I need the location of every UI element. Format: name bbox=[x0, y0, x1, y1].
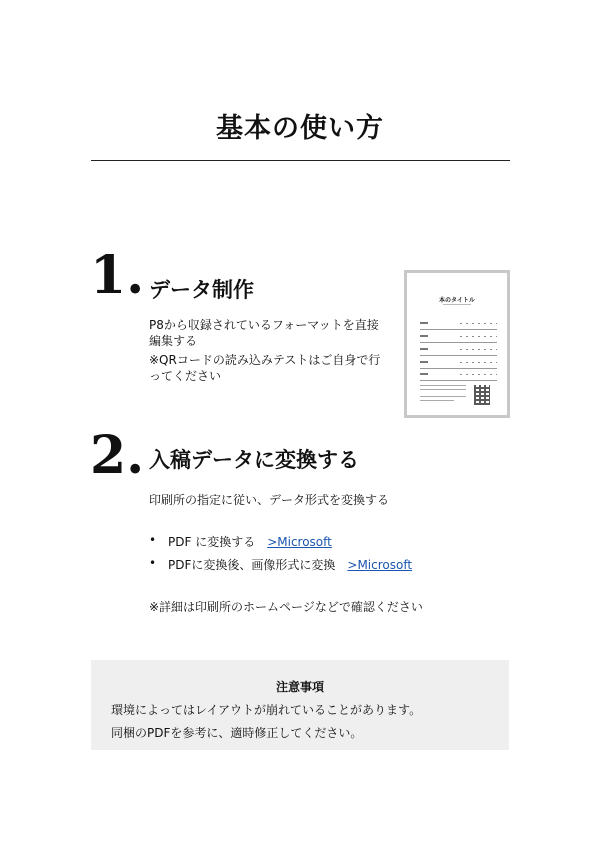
section1-number: 1. bbox=[90, 245, 145, 306]
section2-number: 2. bbox=[90, 425, 145, 486]
notice-line: 同梱のPDFを参考に、適時修正してください。 bbox=[111, 726, 363, 740]
qr-code-icon bbox=[474, 385, 490, 405]
section1-description: P8から収録されているフォーマットを直接編集する bbox=[149, 318, 379, 348]
section2-heading: 入稿データに変換する bbox=[149, 448, 359, 472]
thumbnail-row bbox=[420, 334, 497, 343]
thumbnail-text-line bbox=[420, 385, 466, 386]
section1-note: ※QRコードの読み込みテストはご自身で行ってください bbox=[149, 353, 381, 383]
bullet-icon: • bbox=[149, 556, 157, 570]
bullet-icon: • bbox=[149, 533, 157, 547]
microsoft-link[interactable]: >Microsoft bbox=[347, 558, 413, 572]
thumbnail-text-line bbox=[420, 396, 466, 397]
list-item-text: PDF に変換する bbox=[168, 535, 256, 549]
section2-description: 印刷所の指定に従い、データ形式を変換する bbox=[149, 493, 390, 507]
notice-line: 環境によってはレイアウトが崩れていることがあります。 bbox=[111, 703, 422, 717]
notice-box bbox=[91, 660, 509, 750]
thumbnail-row bbox=[420, 321, 497, 330]
title-divider bbox=[91, 160, 510, 161]
section2-note: ※詳細は印刷所のホームページなどで確認ください bbox=[149, 600, 423, 614]
thumbnail-subtitle-line bbox=[407, 304, 507, 306]
format-thumbnail-image bbox=[404, 270, 510, 418]
thumbnail-title: 本のタイトル bbox=[439, 297, 475, 304]
notice-title: 注意事項 bbox=[275, 680, 324, 694]
list-item-text: PDFに変換後、画像形式に変換 bbox=[168, 558, 336, 572]
thumbnail-row bbox=[420, 372, 497, 381]
thumbnail-text-line bbox=[420, 389, 466, 390]
page-title: 基本の使い方 bbox=[216, 113, 384, 144]
microsoft-link[interactable]: >Microsoft bbox=[267, 535, 332, 549]
thumbnail-row bbox=[420, 360, 497, 369]
thumbnail-row bbox=[420, 347, 497, 356]
section1-heading: データ制作 bbox=[149, 278, 254, 302]
thumbnail-text-line bbox=[420, 400, 454, 401]
